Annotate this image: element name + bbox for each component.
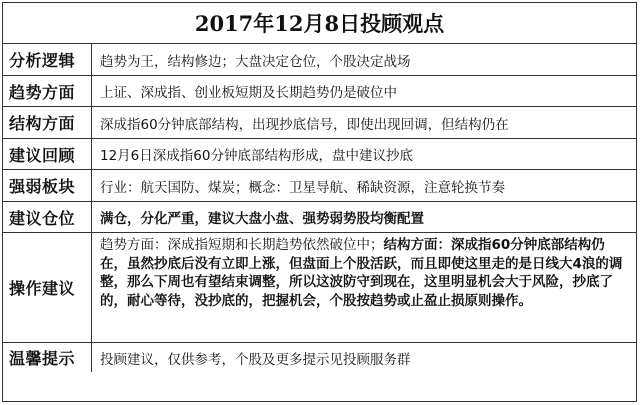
row-label: 趋势方面 <box>3 76 92 106</box>
row-value: 行业：航天国防、煤炭；概念：卫星导航、稀缺资源，注意轮换节奏 <box>100 179 505 196</box>
table-row <box>3 343 636 372</box>
row-value <box>92 233 636 342</box>
row-value: 趋势为王，结构修边；大盘决定仓位，个股决定战场 <box>100 53 411 70</box>
row-value: 投顾建议，仅供参考，个股及更多提示见投顾服务群 <box>100 351 411 368</box>
table-row <box>3 44 636 76</box>
row-label: 建议仓位 <box>3 202 92 232</box>
table-row <box>3 107 636 139</box>
row-label: 温馨提示 <box>3 343 92 372</box>
row-label: 建议回顾 <box>3 139 92 169</box>
row-value: 上证、深成指、创业板短期及长期趋势仍是破位中 <box>100 85 397 101</box>
trend-text: 趋势方面：深成指短期和长期趋势依然破位中； <box>100 237 384 253</box>
table-row <box>3 233 636 343</box>
table-title: 2017年12月8日投顾观点 <box>3 3 636 44</box>
table-row <box>3 139 636 170</box>
table-row <box>3 202 636 233</box>
table-row <box>3 170 636 202</box>
row-value: 深成指60分钟底部结构，出现抄底信号，即使出现回调，但结构仍在 <box>100 116 509 133</box>
row-label: 分析逻辑 <box>3 44 92 75</box>
row-label: 操作建议 <box>3 233 92 342</box>
advisory-table <box>2 2 637 402</box>
structure-text: 结构方面：深成指60分钟底部结构仍在，虽然抄底后没有立即上涨，但盘面上个股活跃，而且即使这里走的是日线大4浪的调整，那么下周也有望结束调整，所以这波防守到现在，这里明显机会大于风险，抄底了的，耐心等待，没抄底的，把握机会，个股按趋势或止盈止损原则操作。 <box>100 237 623 309</box>
row-value: 12月6日深成指60分钟底部结构形成，盘中建议抄底 <box>100 148 413 164</box>
row-label: 结构方面 <box>3 107 92 138</box>
row-value: 满仓，分化严重，建议大盘小盘、强势弱势股均衡配置 <box>100 211 424 227</box>
table-row <box>3 76 636 107</box>
row-label: 强弱板块 <box>3 170 92 201</box>
